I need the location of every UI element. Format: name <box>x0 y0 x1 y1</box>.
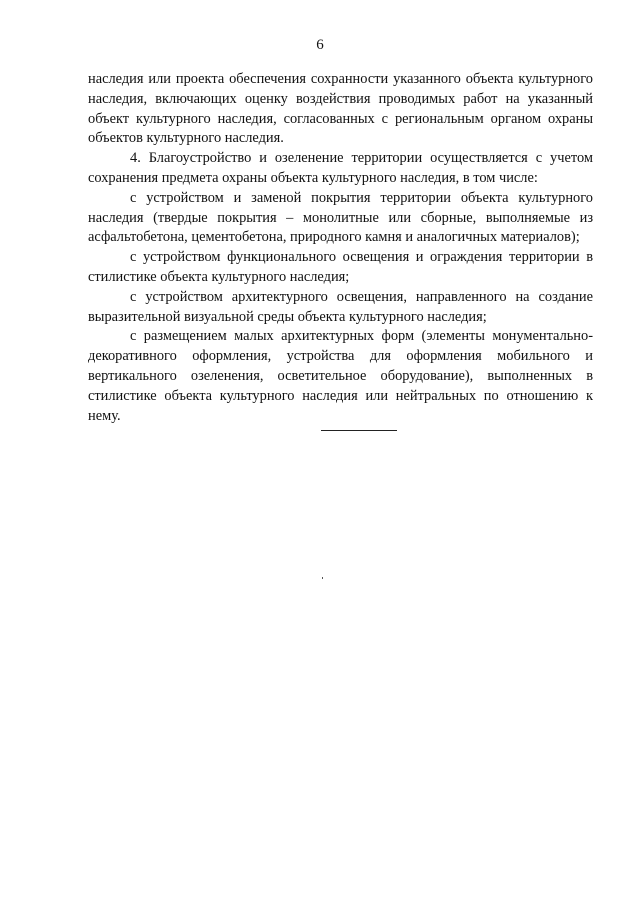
end-separator-line <box>321 430 397 431</box>
paragraph-small-forms: с размещением малых архитектурных форм (элементы монументально-декоративного оформления, устройства для оформления мобильного и вертикального озеленения, осветительное оборудование), выполненных в стилистике объекта культурного наследия или нейтральных по отношению к нему. <box>88 328 593 424</box>
document-body <box>88 70 593 426</box>
paragraph-item-4: 4. Благоустройство и озеленение территории осуществляется с учетом сохранения предмета охраны объекта культурного наследия, в том числе: <box>88 150 593 186</box>
paragraph-surface-cover: с устройством и заменой покрытия территории объекта культурного наследия (твердые покрытия – монолитные или сборные, выполняемые из асфальтобетона, цементобетона, природного камня и аналогичных материалов); <box>88 189 593 246</box>
scan-speck <box>322 577 323 579</box>
paragraph-continuation: наследия или проекта обеспечения сохранности указанного объекта культурного наследия, включающих оценку воздействия проводимых работ на указанный объект культурного наследия, согласованных с региональным органом охраны объектов культурного наследия. <box>88 71 593 147</box>
paragraph-architectural-lighting: с устройством архитектурного освещения, направленного на создание выразительной визуальной среды объекта культурного наследия; <box>88 288 593 325</box>
paragraph-functional-lighting: с устройством функционального освещения и ограждения территории в стилистике объекта культурного наследия; <box>88 249 593 285</box>
page-number: 6 <box>316 37 324 53</box>
